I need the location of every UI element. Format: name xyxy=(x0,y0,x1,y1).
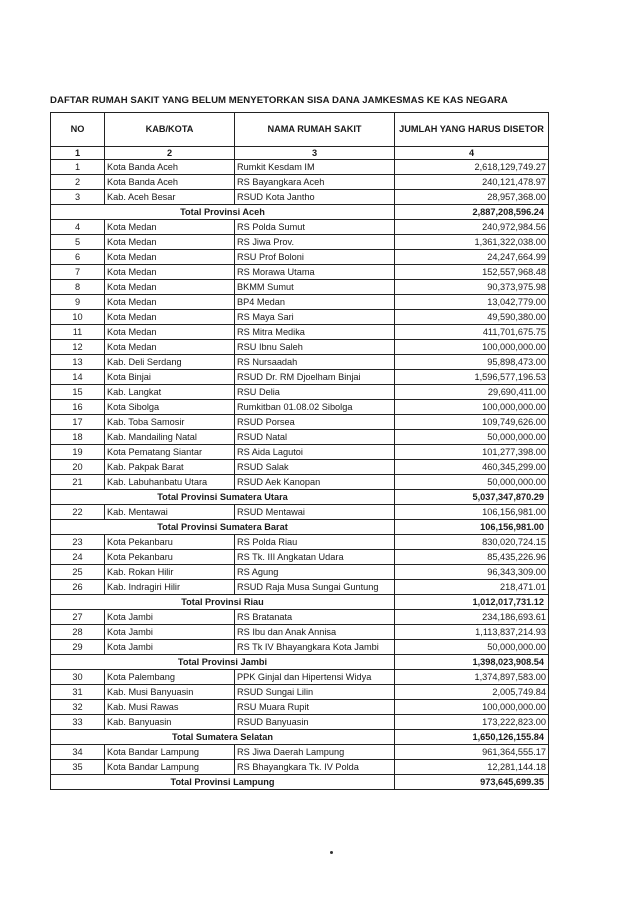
total-label: Total Provinsi Jambi xyxy=(51,655,395,670)
cell-nama-rumah-sakit: PPK Ginjal dan Hipertensi Widya xyxy=(235,670,395,685)
header-jumlah: JUMLAH YANG HARUS DISETOR xyxy=(395,113,549,147)
cell-nama-rumah-sakit: RSUD Porsea xyxy=(235,415,395,430)
cell-nama-rumah-sakit: RSUD Natal xyxy=(235,430,395,445)
cell-no: 19 xyxy=(51,445,105,460)
cell-jumlah: 13,042,779.00 xyxy=(395,295,549,310)
cell-no: 35 xyxy=(51,760,105,775)
cell-nama-rumah-sakit: RSUD Mentawai xyxy=(235,505,395,520)
cell-jumlah: 24,247,664.99 xyxy=(395,250,549,265)
cell-jumlah: 106,156,981.00 xyxy=(395,505,549,520)
total-row xyxy=(51,655,549,670)
table-row xyxy=(51,265,549,280)
cell-kab-kota: Kota Banda Aceh xyxy=(105,160,235,175)
cell-kab-kota: Kota Banda Aceh xyxy=(105,175,235,190)
cell-jumlah: 50,000,000.00 xyxy=(395,640,549,655)
cell-jumlah: 240,972,984.56 xyxy=(395,220,549,235)
table-row xyxy=(51,190,549,205)
cell-nama-rumah-sakit: RSUD Salak xyxy=(235,460,395,475)
table-row xyxy=(51,745,549,760)
cell-kab-kota: Kab. Mentawai xyxy=(105,505,235,520)
cell-nama-rumah-sakit: RS Mitra Medika xyxy=(235,325,395,340)
cell-no: 3 xyxy=(51,190,105,205)
cell-jumlah: 100,000,000.00 xyxy=(395,340,549,355)
header-kab-kota: KAB/KOTA xyxy=(105,113,235,147)
total-row xyxy=(51,775,549,790)
cell-no: 20 xyxy=(51,460,105,475)
total-amount: 1,398,023,908.54 xyxy=(395,655,549,670)
cell-no: 22 xyxy=(51,505,105,520)
cell-jumlah: 85,435,226.96 xyxy=(395,550,549,565)
table-row xyxy=(51,160,549,175)
header-row xyxy=(51,113,549,147)
cell-no: 12 xyxy=(51,340,105,355)
cell-nama-rumah-sakit: RS Tk. III Angkatan Udara xyxy=(235,550,395,565)
cell-kab-kota: Kota Pekanbaru xyxy=(105,550,235,565)
total-row xyxy=(51,520,549,535)
cell-no: 16 xyxy=(51,400,105,415)
total-amount: 5,037,347,870.29 xyxy=(395,490,549,505)
cell-no: 17 xyxy=(51,415,105,430)
cell-jumlah: 109,749,626.00 xyxy=(395,415,549,430)
cell-nama-rumah-sakit: RS Agung xyxy=(235,565,395,580)
table-row xyxy=(51,535,549,550)
total-amount: 1,650,126,155.84 xyxy=(395,730,549,745)
cell-kab-kota: Kab. Musi Rawas xyxy=(105,700,235,715)
cell-kab-kota: Kota Medan xyxy=(105,325,235,340)
cell-jumlah: 1,374,897,583.00 xyxy=(395,670,549,685)
table-row xyxy=(51,685,549,700)
cell-no: 6 xyxy=(51,250,105,265)
cell-jumlah: 100,000,000.00 xyxy=(395,400,549,415)
table-row xyxy=(51,385,549,400)
cell-jumlah: 240,121,478.97 xyxy=(395,175,549,190)
cell-jumlah: 95,898,473.00 xyxy=(395,355,549,370)
total-amount: 2,887,208,596.24 xyxy=(395,205,549,220)
cell-kab-kota: Kab. Langkat xyxy=(105,385,235,400)
cell-no: 14 xyxy=(51,370,105,385)
table-row xyxy=(51,370,549,385)
table-row xyxy=(51,640,549,655)
cell-no: 1 xyxy=(51,160,105,175)
cell-kab-kota: Kab. Mandailing Natal xyxy=(105,430,235,445)
cell-kab-kota: Kota Medan xyxy=(105,235,235,250)
table-row xyxy=(51,400,549,415)
table-row xyxy=(51,580,549,595)
cell-nama-rumah-sakit: RS Jiwa Daerah Lampung xyxy=(235,745,395,760)
table-row xyxy=(51,625,549,640)
cell-nama-rumah-sakit: RSUD Kota Jantho xyxy=(235,190,395,205)
cell-kab-kota: Kota Jambi xyxy=(105,610,235,625)
table-row xyxy=(51,760,549,775)
cell-nama-rumah-sakit: RSUD Aek Kanopan xyxy=(235,475,395,490)
cell-kab-kota: Kota Medan xyxy=(105,265,235,280)
cell-kab-kota: Kota Bandar Lampung xyxy=(105,745,235,760)
column-number: 1 xyxy=(51,147,105,160)
table-row xyxy=(51,475,549,490)
total-label: Total Provinsi Aceh xyxy=(51,205,395,220)
cell-kab-kota: Kab. Rokan Hilir xyxy=(105,565,235,580)
cell-nama-rumah-sakit: Rumkitban 01.08.02 Sibolga xyxy=(235,400,395,415)
cell-nama-rumah-sakit: RS Ibu dan Anak Annisa xyxy=(235,625,395,640)
cell-no: 31 xyxy=(51,685,105,700)
cell-kab-kota: Kota Sibolga xyxy=(105,400,235,415)
cell-kab-kota: Kota Medan xyxy=(105,340,235,355)
cell-no: 13 xyxy=(51,355,105,370)
table-row xyxy=(51,700,549,715)
total-row xyxy=(51,730,549,745)
cell-jumlah: 49,590,380.00 xyxy=(395,310,549,325)
cell-no: 24 xyxy=(51,550,105,565)
total-label: Total Provinsi Riau xyxy=(51,595,395,610)
hospital-table xyxy=(50,112,549,790)
table-row xyxy=(51,280,549,295)
cell-nama-rumah-sakit: RS Aida Lagutoi xyxy=(235,445,395,460)
total-label: Total Provinsi Sumatera Utara xyxy=(51,490,395,505)
cell-kab-kota: Kota Jambi xyxy=(105,640,235,655)
column-number: 4 xyxy=(395,147,549,160)
column-number: 2 xyxy=(105,147,235,160)
cell-nama-rumah-sakit: RS Bhayangkara Tk. IV Polda xyxy=(235,760,395,775)
cell-no: 5 xyxy=(51,235,105,250)
header-nama-rumah-sakit: NAMA RUMAH SAKIT xyxy=(235,113,395,147)
table-row xyxy=(51,295,549,310)
cell-jumlah: 29,690,411.00 xyxy=(395,385,549,400)
cell-kab-kota: Kab. Deli Serdang xyxy=(105,355,235,370)
total-row xyxy=(51,205,549,220)
cell-nama-rumah-sakit: BP4 Medan xyxy=(235,295,395,310)
table-row xyxy=(51,445,549,460)
cell-nama-rumah-sakit: RSUD Banyuasin xyxy=(235,715,395,730)
cell-no: 28 xyxy=(51,625,105,640)
document-title: DAFTAR RUMAH SAKIT YANG BELUM MENYETORKAN SISA DANA JAMKESMAS KE KAS NEGARA xyxy=(50,95,508,106)
cell-no: 21 xyxy=(51,475,105,490)
total-label: Total Provinsi Sumatera Barat xyxy=(51,520,395,535)
table-row xyxy=(51,430,549,445)
table-row xyxy=(51,355,549,370)
cell-nama-rumah-sakit: BKMM Sumut xyxy=(235,280,395,295)
table-row xyxy=(51,175,549,190)
cell-no: 18 xyxy=(51,430,105,445)
table-row xyxy=(51,235,549,250)
cell-no: 7 xyxy=(51,265,105,280)
table-row xyxy=(51,460,549,475)
cell-jumlah: 830,020,724.15 xyxy=(395,535,549,550)
cell-jumlah: 101,277,398.00 xyxy=(395,445,549,460)
cell-nama-rumah-sakit: RS Tk IV Bhayangkara Kota Jambi xyxy=(235,640,395,655)
cell-jumlah: 96,343,309.00 xyxy=(395,565,549,580)
cell-no: 23 xyxy=(51,535,105,550)
cell-no: 34 xyxy=(51,745,105,760)
table-row xyxy=(51,415,549,430)
total-label: Total Provinsi Lampung xyxy=(51,775,395,790)
cell-no: 8 xyxy=(51,280,105,295)
cell-no: 2 xyxy=(51,175,105,190)
cell-nama-rumah-sakit: RS Polda Riau xyxy=(235,535,395,550)
cell-jumlah: 1,113,837,214.93 xyxy=(395,625,549,640)
cell-nama-rumah-sakit: RS Polda Sumut xyxy=(235,220,395,235)
table-row xyxy=(51,340,549,355)
cell-kab-kota: Kota Medan xyxy=(105,310,235,325)
cell-kab-kota: Kota Pekanbaru xyxy=(105,535,235,550)
cell-no: 29 xyxy=(51,640,105,655)
cell-jumlah: 2,618,129,749.27 xyxy=(395,160,549,175)
cell-jumlah: 234,186,693.61 xyxy=(395,610,549,625)
cell-jumlah: 173,222,823.00 xyxy=(395,715,549,730)
cell-kab-kota: Kab. Musi Banyuasin xyxy=(105,685,235,700)
cell-nama-rumah-sakit: RS Maya Sari xyxy=(235,310,395,325)
table-body xyxy=(51,160,549,790)
cell-jumlah: 218,471.01 xyxy=(395,580,549,595)
cell-nama-rumah-sakit: RS Bayangkara Aceh xyxy=(235,175,395,190)
cell-no: 26 xyxy=(51,580,105,595)
cell-jumlah: 2,005,749.84 xyxy=(395,685,549,700)
total-amount: 1,012,017,731.12 xyxy=(395,595,549,610)
table-row xyxy=(51,670,549,685)
cell-nama-rumah-sakit: RS Nursaadah xyxy=(235,355,395,370)
cell-jumlah: 90,373,975.98 xyxy=(395,280,549,295)
table-row xyxy=(51,715,549,730)
table-row xyxy=(51,505,549,520)
cell-jumlah: 1,361,322,038.00 xyxy=(395,235,549,250)
total-row xyxy=(51,490,549,505)
cell-kab-kota: Kota Medan xyxy=(105,250,235,265)
cell-kab-kota: Kab. Toba Samosir xyxy=(105,415,235,430)
cell-nama-rumah-sakit: RS Morawa Utama xyxy=(235,265,395,280)
cell-jumlah: 50,000,000.00 xyxy=(395,475,549,490)
total-row xyxy=(51,595,549,610)
cell-no: 4 xyxy=(51,220,105,235)
total-amount: 973,645,699.35 xyxy=(395,775,549,790)
cell-jumlah: 152,557,968.48 xyxy=(395,265,549,280)
header-no: NO xyxy=(51,113,105,147)
table-row xyxy=(51,220,549,235)
total-label: Total Sumatera Selatan xyxy=(51,730,395,745)
cell-kab-kota: Kab. Pakpak Barat xyxy=(105,460,235,475)
cell-no: 15 xyxy=(51,385,105,400)
column-number-row xyxy=(51,147,549,160)
table-row xyxy=(51,565,549,580)
table-row xyxy=(51,550,549,565)
cell-no: 30 xyxy=(51,670,105,685)
cell-kab-kota: Kota Palembang xyxy=(105,670,235,685)
cell-no: 9 xyxy=(51,295,105,310)
cell-kab-kota: Kota Pematang Siantar xyxy=(105,445,235,460)
cell-jumlah: 12,281,144.18 xyxy=(395,760,549,775)
cell-kab-kota: Kota Medan xyxy=(105,280,235,295)
cell-jumlah: 460,345,299.00 xyxy=(395,460,549,475)
cell-kab-kota: Kota Bandar Lampung xyxy=(105,760,235,775)
cell-nama-rumah-sakit: RS Bratanata xyxy=(235,610,395,625)
table-row xyxy=(51,310,549,325)
scan-speck xyxy=(330,851,333,854)
cell-no: 32 xyxy=(51,700,105,715)
cell-nama-rumah-sakit: RS Jiwa Prov. xyxy=(235,235,395,250)
cell-nama-rumah-sakit: RSUD Dr. RM Djoelham Binjai xyxy=(235,370,395,385)
cell-kab-kota: Kota Medan xyxy=(105,295,235,310)
cell-kab-kota: Kab. Labuhanbatu Utara xyxy=(105,475,235,490)
cell-kab-kota: Kota Medan xyxy=(105,220,235,235)
table-row xyxy=(51,325,549,340)
cell-jumlah: 50,000,000.00 xyxy=(395,430,549,445)
cell-jumlah: 961,364,555.17 xyxy=(395,745,549,760)
cell-jumlah: 1,596,577,196.53 xyxy=(395,370,549,385)
cell-nama-rumah-sakit: RSUD Sungai Lilin xyxy=(235,685,395,700)
cell-no: 27 xyxy=(51,610,105,625)
cell-jumlah: 100,000,000.00 xyxy=(395,700,549,715)
cell-no: 11 xyxy=(51,325,105,340)
cell-nama-rumah-sakit: RSU Prof Boloni xyxy=(235,250,395,265)
column-number: 3 xyxy=(235,147,395,160)
cell-kab-kota: Kab. Indragiri Hilir xyxy=(105,580,235,595)
cell-nama-rumah-sakit: RSUD Raja Musa Sungai Guntung xyxy=(235,580,395,595)
cell-nama-rumah-sakit: RSU Delia xyxy=(235,385,395,400)
cell-nama-rumah-sakit: RSU Ibnu Saleh xyxy=(235,340,395,355)
cell-kab-kota: Kota Jambi xyxy=(105,625,235,640)
cell-nama-rumah-sakit: RSU Muara Rupit xyxy=(235,700,395,715)
table-row xyxy=(51,250,549,265)
table-row xyxy=(51,610,549,625)
total-amount: 106,156,981.00 xyxy=(395,520,549,535)
cell-jumlah: 411,701,675.75 xyxy=(395,325,549,340)
cell-kab-kota: Kab. Banyuasin xyxy=(105,715,235,730)
cell-no: 33 xyxy=(51,715,105,730)
cell-kab-kota: Kab. Aceh Besar xyxy=(105,190,235,205)
cell-jumlah: 28,957,368.00 xyxy=(395,190,549,205)
cell-no: 25 xyxy=(51,565,105,580)
cell-kab-kota: Kota Binjai xyxy=(105,370,235,385)
cell-nama-rumah-sakit: Rumkit Kesdam IM xyxy=(235,160,395,175)
cell-no: 10 xyxy=(51,310,105,325)
